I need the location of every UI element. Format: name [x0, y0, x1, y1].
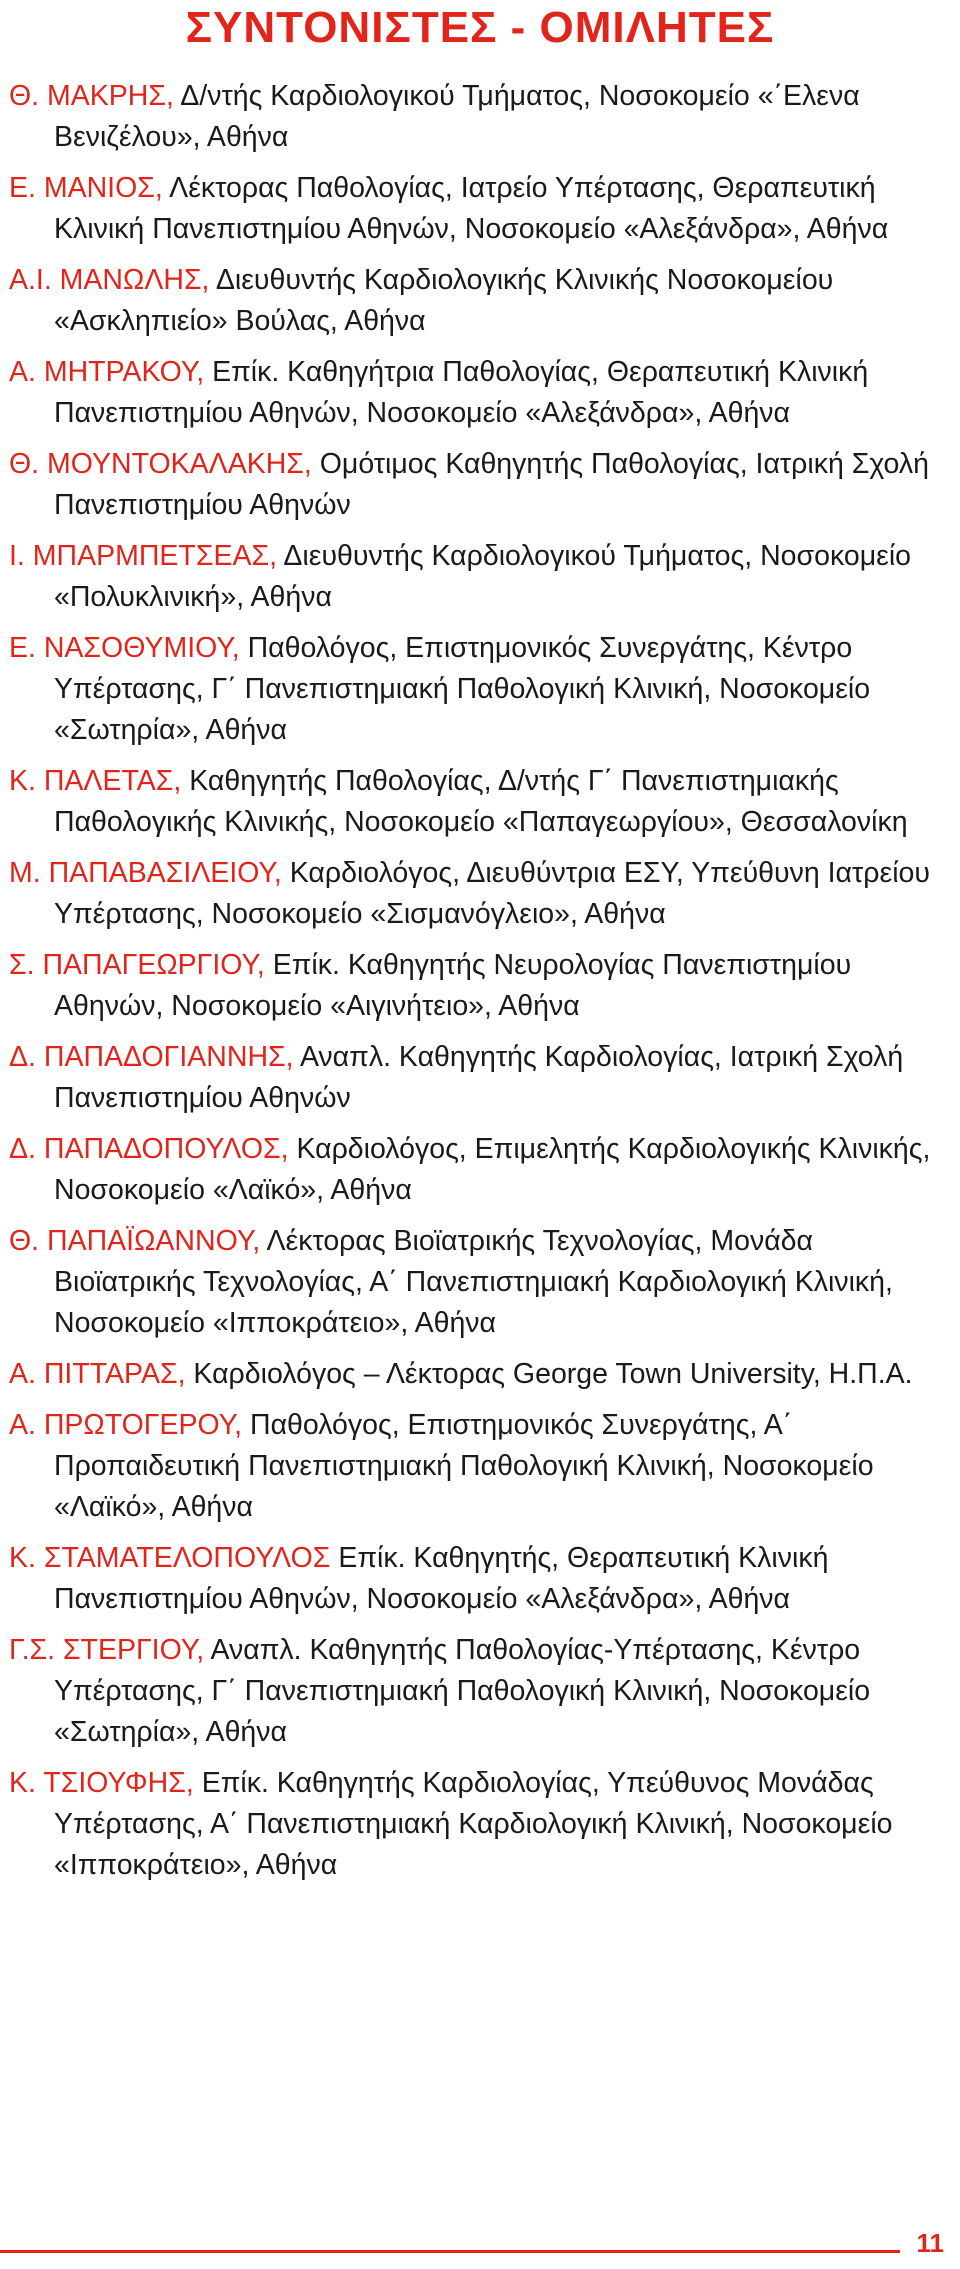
- list-item: [9, 260, 949, 342]
- page-footer: [0, 2228, 960, 2258]
- list-item: [9, 1354, 949, 1395]
- speaker-affiliation: Ομότιμος Καθηγητής Παθολογίας, Ιατρική Σχολή Πανεπιστημίου Αθηνών: [54, 448, 929, 521]
- speaker-affiliation: Παθολόγος, Επιστημονικός Συνεργάτης, Κέντρο Υπέρτασης, Γ΄ Πανεπιστημιακή Παθολογική Κλινική, Νοσοκομείο «Σωτηρία», Αθήνα: [54, 632, 871, 746]
- list-item: [9, 1129, 949, 1211]
- speaker-name: Α. ΠΡΩΤΟΓΕΡΟΥ,: [9, 1409, 243, 1441]
- speaker-name: Κ. ΤΣΙΟΥΦΗΣ,: [9, 1767, 194, 1799]
- speaker-name: Θ. ΠΑΠΑΪΩΑΝΝΟΥ,: [9, 1225, 261, 1257]
- speaker-affiliation: Λέκτορας Παθολογίας, Ιατρείο Υπέρτασης, Θεραπευτική Κλινική Πανεπιστημίου Αθηνών, Νοσοκομείο «Αλεξάνδρα», Αθήνα: [54, 172, 889, 245]
- list-item: [9, 761, 949, 843]
- list-item: [9, 1221, 949, 1344]
- speaker-affiliation: Αναπλ. Καθηγητής Παθολογίας-Υπέρτασης, Κέντρο Υπέρτασης, Γ΄ Πανεπιστημιακή Παθολογική Κλινική, Νοσοκομείο «Σωτηρία», Αθήνα: [54, 1634, 871, 1748]
- speaker-affiliation: Καρδιολόγος – Λέκτορας George Town University, Η.Π.Α.: [193, 1358, 913, 1390]
- speaker-name: Δ. ΠΑΠΑΔΟΓΙΑΝΝΗΣ,: [9, 1041, 294, 1073]
- list-item: [9, 945, 949, 1027]
- speaker-affiliation: Διευθυντής Καρδιολογικής Κλινικής Νοσοκομείου «Ασκληπιείο» Βούλας, Αθήνα: [54, 264, 834, 337]
- speaker-name: Δ. ΠΑΠΑΔΟΠΟΥΛΟΣ,: [9, 1133, 289, 1165]
- speaker-affiliation: Καρδιολόγος, Επιμελητής Καρδιολογικής Κλινικής, Νοσοκομείο «Λαϊκό», Αθήνα: [54, 1133, 931, 1206]
- list-item: [9, 1763, 949, 1886]
- list-item: [9, 352, 949, 434]
- speaker-affiliation: Επίκ. Καθηγητής Νευρολογίας Πανεπιστημίου Αθηνών, Νοσοκομείο «Αιγινήτειο», Αθήνα: [54, 949, 852, 1022]
- list-item: [9, 1630, 949, 1753]
- page-title: ΣΥΝΤΟΝΙΣΤΕΣ - ΟΜΙΛΗΤΕΣ: [185, 3, 775, 52]
- speaker-affiliation: Αναπλ. Καθηγητής Καρδιολογίας, Ιατρική Σχολή Πανεπιστημίου Αθηνών: [54, 1041, 904, 1114]
- list-item: [9, 168, 949, 250]
- speaker-name: Θ. ΜΟΥΝΤΟΚΑΛΑΚΗΣ,: [9, 448, 312, 480]
- speaker-name: Α.Ι. ΜΑΝΩΛΗΣ,: [9, 264, 210, 296]
- speaker-list: [9, 76, 949, 1896]
- list-item: [9, 1538, 949, 1620]
- list-item: [9, 628, 949, 751]
- speaker-name: Κ. ΠΑΛΕΤΑΣ,: [9, 765, 182, 797]
- list-item: [9, 444, 949, 526]
- list-item: [9, 853, 949, 935]
- list-item: [9, 76, 949, 158]
- speaker-affiliation: Καρδιολόγος, Διευθύντρια ΕΣΥ, Υπεύθυνη Ιατρείου Υπέρτασης, Νοσοκομείο «Σισμανόγλειο», Αθήνα: [54, 857, 930, 930]
- speaker-affiliation: Δ/ντής Καρδιολογικού Τμήματος, Νοσοκομείο «΄Ελενα Βενιζέλου», Αθήνα: [54, 80, 860, 153]
- speaker-affiliation: Λέκτορας Βιοϊατρικής Τεχνολογίας, Μονάδα Βιοϊατρικής Τεχνολογίας, Α΄ Πανεπιστημιακή Καρδιολογική Κλινική, Νοσοκομείο «Ιπποκράτειο», Αθήνα: [54, 1225, 893, 1339]
- speaker-name: Μ. ΠΑΠΑΒΑΣΙΛΕΙΟΥ,: [9, 857, 282, 889]
- speaker-affiliation: Επίκ. Καθηγητής Καρδιολογίας, Υπεύθυνος Μονάδας Υπέρτασης, Α΄ Πανεπιστημιακή Καρδιολογική Κλινική, Νοσοκομείο «Ιπποκράτειο», Αθήνα: [54, 1767, 893, 1881]
- list-item: [9, 1037, 949, 1119]
- speaker-affiliation: Διευθυντής Καρδιολογικού Τμήματος, Νοσοκομείο «Πολυκλινική», Αθήνα: [54, 540, 912, 613]
- footer-rule: [0, 2250, 900, 2253]
- speaker-affiliation: Επίκ. Καθηγήτρια Παθολογίας, Θεραπευτική Κλινική Πανεπιστημίου Αθηνών, Νοσοκομείο «Αλεξάνδρα», Αθήνα: [54, 356, 869, 429]
- speaker-name: Γ.Σ. ΣΤΕΡΓΙΟΥ,: [9, 1634, 205, 1666]
- speaker-affiliation: Καθηγητής Παθολογίας, Δ/ντής Γ΄ Πανεπιστημιακής Παθολογικής Κλινικής, Νοσοκομείο «Παπαγεωργίου», Θεσσαλονίκη: [54, 765, 908, 838]
- speaker-name: Ε. ΝΑΣΟΘΥΜΙΟΥ,: [9, 632, 240, 664]
- speaker-name: Ε. ΜΑΝΙΟΣ,: [9, 172, 163, 204]
- page-number: 11: [916, 2228, 944, 2258]
- speaker-affiliation: Παθολόγος, Επιστημονικός Συνεργάτης, Α΄ Προπαιδευτική Πανεπιστημιακή Παθολογική Κλινική, Νοσοκομείο «Λαϊκό», Αθήνα: [54, 1409, 874, 1523]
- list-item: [9, 1405, 949, 1528]
- speaker-name: Σ. ΠΑΠΑΓΕΩΡΓΙΟΥ,: [9, 949, 265, 981]
- speaker-name: Ι. ΜΠΑΡΜΠΕΤΣΕΑΣ,: [9, 540, 278, 572]
- speaker-affiliation: Επίκ. Καθηγητής, Θεραπευτική Κλινική Πανεπιστημίου Αθηνών, Νοσοκομείο «Αλεξάνδρα», Αθήνα: [54, 1542, 829, 1615]
- speaker-name: Α. ΜΗΤΡΑΚΟΥ,: [9, 356, 205, 388]
- speaker-name: Θ. ΜΑΚΡΗΣ,: [9, 80, 174, 112]
- speaker-name: Α. ΠΙΤΤΑΡΑΣ,: [9, 1358, 186, 1390]
- speaker-name: Κ. ΣΤΑΜΑΤΕΛΟΠΟΥΛΟΣ: [9, 1542, 331, 1574]
- list-item: [9, 536, 949, 618]
